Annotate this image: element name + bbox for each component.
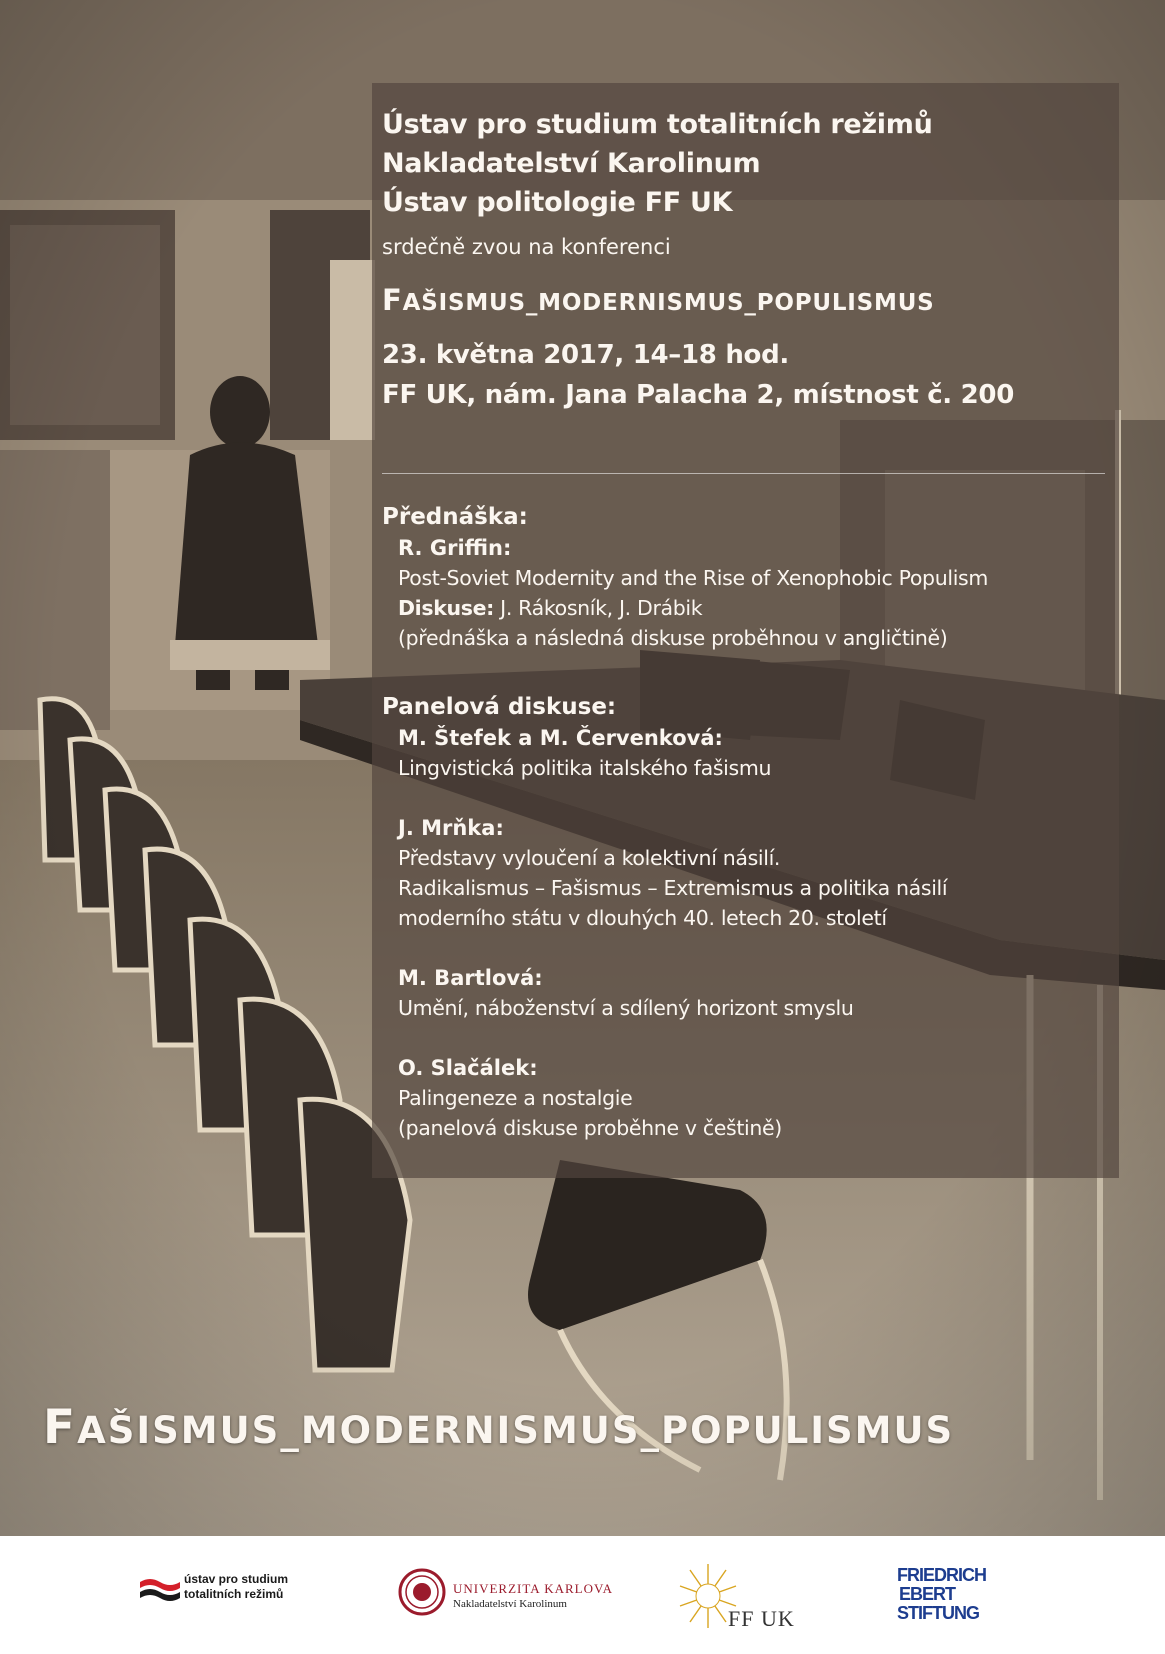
info-panel <box>372 83 1119 1178</box>
organizers <box>382 105 1119 222</box>
logo-strip <box>0 1536 1165 1654</box>
charles-university-logo <box>398 1568 614 1624</box>
panel-speaker: O. Slačálek: <box>398 1056 538 1080</box>
poster-title: FAŠISMUS_MODERNISMUS_POPULISMUS <box>43 1400 955 1455</box>
organizer-politologie: Ústav politologie FF UK <box>382 187 733 218</box>
ffuk-logo <box>678 1556 808 1636</box>
panel-heading: Panelová diskuse: <box>382 694 617 720</box>
panel-talk-line: moderního státu v dlouhých 40. letech 20. století <box>398 906 887 930</box>
panel-talk-line: Palingeneze a nostalgie <box>398 1086 633 1110</box>
lecture-section <box>382 501 1119 653</box>
lecture-title: Post-Soviet Modernity and the Rise of Xenophobic Populism <box>398 566 988 590</box>
panel-talk-line: Lingvistická politika italského fašismu <box>398 756 772 780</box>
panel-speaker: M. Štefek a M. Červenková: <box>398 726 723 750</box>
friedrich-ebert-stiftung-logo: FRIEDRICH EBERT STIFTUNG <box>897 1565 986 1623</box>
lecture-heading: Přednáška: <box>382 504 528 530</box>
uk-name: UNIVERZITA KARLOVA <box>453 1581 614 1596</box>
invitation-text: srdečně zvou na konferenci <box>382 235 671 259</box>
organizer-karolinum: Nakladatelství Karolinum <box>382 148 761 179</box>
university-seal-icon <box>398 1568 446 1616</box>
ffuk-text: FF UK <box>728 1606 795 1631</box>
panel-talk-line: Umění, náboženství a sdílený horizont smyslu <box>398 996 854 1020</box>
ustr-logo <box>140 1570 300 1620</box>
event-date: 23. května 2017, 14–18 hod. <box>382 340 789 370</box>
event-venue: FF UK, nám. Jana Palacha 2, místnost č. 200 <box>382 380 1015 410</box>
uk-sub: Nakladatelství Karolinum <box>453 1598 567 1610</box>
conference-title: FAŠISMUS_MODERNISMUS_POPULISMUS <box>382 283 935 317</box>
panel-section <box>382 691 1119 1143</box>
lecture-speaker: R. Griffin: <box>398 536 512 560</box>
ustr-flag-icon <box>140 1574 180 1608</box>
panel-talk-line: Radikalismus – Fašismus – Extremismus a politika násilí <box>398 876 948 900</box>
organizer-ustr: Ústav pro studium totalitních režimů <box>382 109 933 140</box>
ustr-text: ústav pro studium totalitních režimů <box>184 1572 289 1601</box>
event-details <box>382 335 1119 415</box>
panel-speaker: M. Bartlová: <box>398 966 543 990</box>
panel-speaker: J. Mrňka: <box>398 816 504 840</box>
panel-talk-line: Představy vyloučení a kolektivní násilí. <box>398 846 781 870</box>
divider <box>382 473 1105 474</box>
panel-language-note: (panelová diskuse proběhne v češtině) <box>398 1116 782 1140</box>
program <box>382 501 1119 1143</box>
lecture-discussion: Diskuse: J. Rákosník, J. Drábik <box>398 596 703 620</box>
lecture-language-note: (přednáška a následná diskuse proběhnou v angličtině) <box>398 626 948 650</box>
